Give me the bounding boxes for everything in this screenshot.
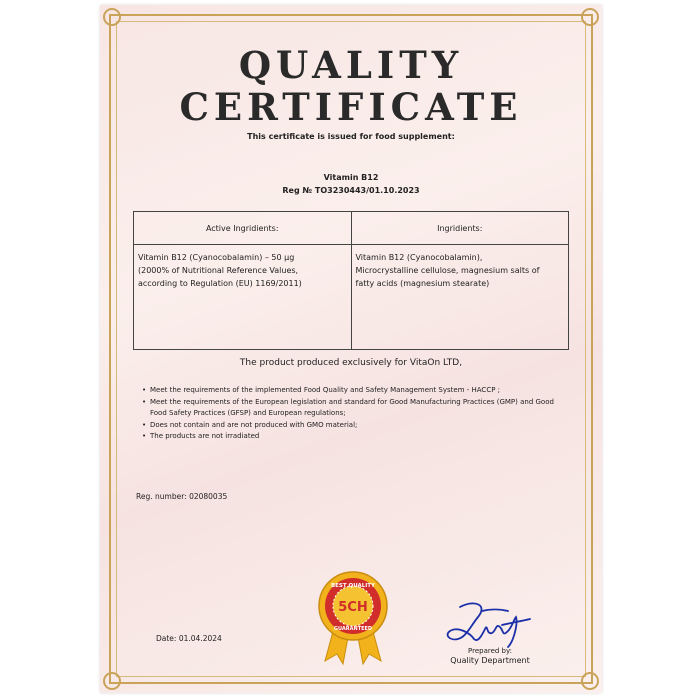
ingredients-cell bbox=[351, 245, 569, 350]
corner-ornament-bottom-right bbox=[581, 672, 599, 690]
signature-icon bbox=[430, 595, 550, 650]
prepared-by-label: Prepared by: bbox=[468, 647, 512, 655]
title-line-1: QUALITY bbox=[238, 43, 464, 87]
list-item: • The products are not irradiated bbox=[141, 431, 571, 443]
seal-bottom-text: GUARANTEED bbox=[333, 626, 373, 632]
table-header-row bbox=[134, 212, 569, 245]
list-item: • Meet the requirements of the implemented Food Quality and Safety Management System - HACCP ; bbox=[141, 385, 571, 397]
active-ingredients-header: Active Ingridients: bbox=[134, 212, 352, 245]
corner-ornament-top-right bbox=[581, 8, 599, 26]
ingredient-line: fatty acids (magnesium stearate) bbox=[355, 279, 490, 288]
certificate-paper bbox=[100, 5, 602, 693]
active-line: Vitamin B12 (Cyanocobalamin) – 50 μg bbox=[138, 253, 295, 262]
corner-ornament-top-left bbox=[103, 8, 121, 26]
prepared-block bbox=[430, 647, 550, 665]
active-ingredients-cell bbox=[134, 245, 352, 350]
title-line-2: CERTIFICATE bbox=[179, 85, 523, 129]
registration-number: Reg № TO3230443/01.10.2023 bbox=[282, 186, 420, 195]
issued-for-text: This certificate is issued for food supplement: bbox=[247, 132, 455, 141]
list-item: • Meet the requirements of the European legislation and standard for Good Manufacturing Practices (GMP) and Good Food Safety Practices (GFSP) and European regulations; bbox=[141, 397, 571, 420]
ingredients-table bbox=[133, 211, 569, 350]
exclusive-statement: The product produced exclusively for VitaOn LTD, bbox=[239, 358, 463, 368]
ingredient-line: Vitamin B12 (Cyanocobalamin), bbox=[355, 253, 483, 262]
product-name: Vitamin B12 bbox=[323, 173, 379, 182]
product-block bbox=[100, 171, 602, 197]
best-quality-seal-icon bbox=[313, 566, 393, 666]
active-line: (2000% of Nutritional Reference Values, bbox=[138, 266, 299, 275]
requirements-list bbox=[141, 385, 571, 443]
seal-center-text: 5CH bbox=[338, 600, 368, 615]
reg-number: Reg. number: 02080035 bbox=[136, 492, 228, 501]
active-line: according to Regulation (EU) 1169/2011) bbox=[138, 279, 302, 288]
department-label: Quality Department bbox=[450, 656, 530, 665]
table-row bbox=[134, 245, 569, 350]
corner-ornament-bottom-left bbox=[103, 672, 121, 690]
ingredient-line: Microcrystalline cellulose, magnesium salts of bbox=[355, 266, 540, 275]
seal-top-text: BEST QUALITY bbox=[330, 583, 376, 589]
date-text: Date: 01.04.2024 bbox=[156, 634, 222, 643]
list-item: • Does not contain and are not produced with GMO material; bbox=[141, 420, 571, 432]
ingredients-header: Ingridients: bbox=[351, 212, 569, 245]
